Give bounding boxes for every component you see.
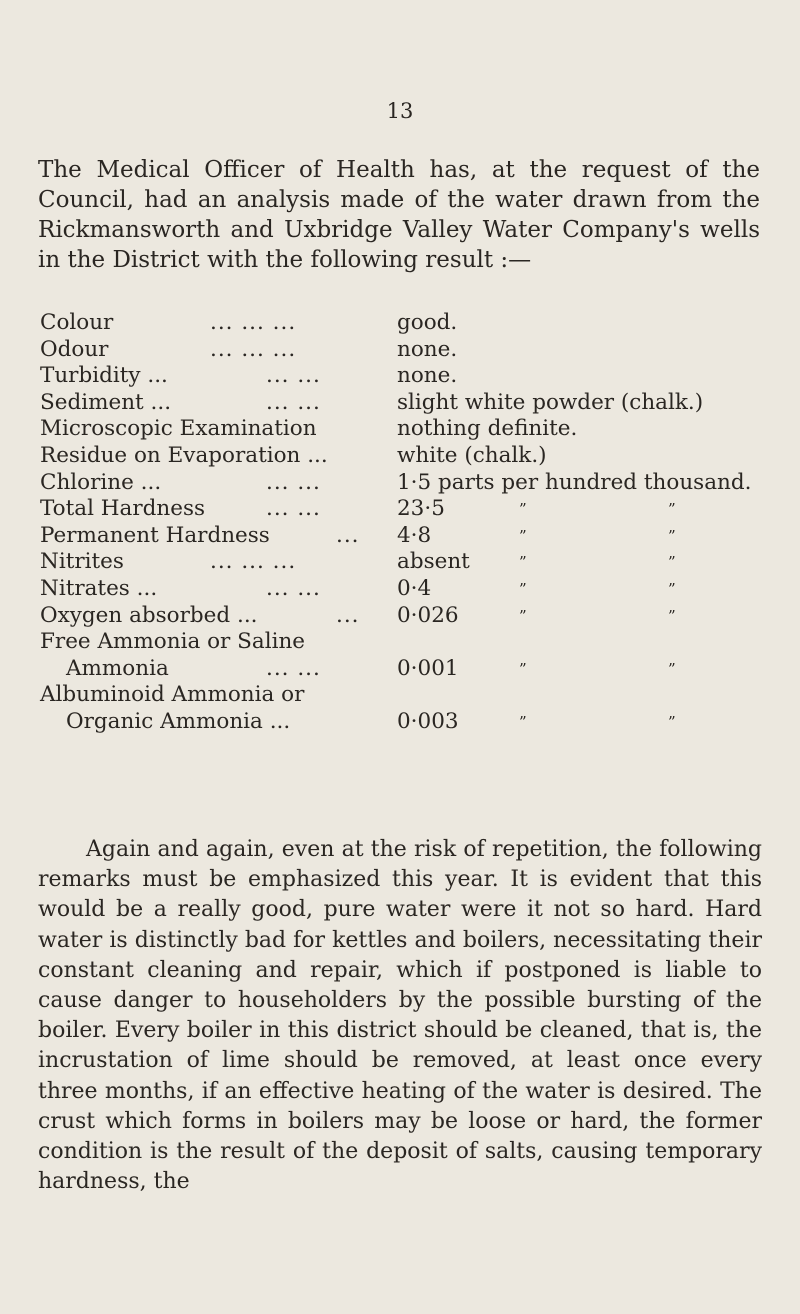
result-label: Nitrates ... [40,575,158,601]
leader-dots: ... ... ... [210,549,297,575]
closing-paragraph: Again and again, even at the risk of repetition, the following remarks must be emphasized this year. It is evident that this would be a really good, pure water were it not so hard. Hard water is distinctly bad for kettles and boilers, necessitating their constant cleaning and repair, which if postponed is liable to cause danger to householders by the possible bursting of the boiler. Every boiler in this district should be cleaned, that is, the incrustation of lime should be removed, at least once every three months, if an effective heating of the water is desired. The crust which forms in boilers may be loose or hard, the former condition is the result of the deposit of salts, causing temporary hardness, the [38,837,762,1195]
leader-dots: ... [336,522,360,548]
leader-dots: ... ... [266,575,321,601]
leader-dots: ... ... [266,655,321,681]
leader-dots: ... ... [266,469,321,495]
result-label: Free Ammonia or Saline [40,629,306,655]
result-label: Sediment ... [40,389,172,415]
result-value: none. [397,363,458,389]
result-value: 4·8 [397,522,432,548]
leader-dots: ... ... [266,363,321,389]
ditto-mark: ” [668,606,676,625]
result-label: Odour [40,336,109,362]
page-number: 13 [386,99,414,123]
result-label: Oxygen absorbed ... [40,602,258,628]
leader-dots: ... ... ... [210,336,297,362]
ditto-mark: ” [519,526,527,545]
result-value: 0·001 [397,655,459,681]
result-row-turbidity [40,363,780,390]
result-row-colour [40,310,780,337]
result-label: Chlorine ... [40,469,162,495]
ditto-mark: ” [668,712,676,731]
leader-dots: ... ... [266,389,321,415]
result-value: white (chalk.) [397,442,547,468]
ditto-mark: ” [668,526,676,545]
result-row-oxygen-absorbed [40,603,780,630]
ditto-mark: ” [668,659,676,678]
result-row-free-ammonia-heading [40,629,780,656]
result-row-sediment [40,390,780,417]
result-value: none. [397,336,458,362]
analysis-results [40,310,780,736]
result-row-nitrites [40,549,780,576]
leader-dots: ... ... [266,496,321,522]
result-label: Residue on Evaporation ... [40,442,328,468]
result-row-microscopic [40,416,780,443]
result-row-chlorine [40,470,780,497]
ditto-mark: ” [668,553,676,572]
result-label: Ammonia [66,655,169,681]
ditto-mark: ” [519,553,527,572]
result-value: nothing definite. [397,416,578,442]
ditto-mark: ” [668,579,676,598]
result-value: good. [397,310,458,335]
result-value: 0·003 [397,708,459,734]
result-value: 0·4 [397,575,432,601]
result-row-total-hardness [40,496,780,523]
result-label: Organic Ammonia ... [66,708,291,734]
ditto-mark: ” [519,579,527,598]
leader-dots: ... [336,602,360,628]
result-value: 1·5 parts per hundred thousand. [397,469,752,495]
ditto-mark: ” [519,712,527,731]
intro-paragraph: The Medical Officer of Health has, at the request of the Council, had an analysis made of the water drawn from the Rickmansworth and Uxbridge Valley Water Company's wells in the District with the following result :— [38,157,760,273]
ditto-mark: ” [519,500,527,519]
result-label: Permanent Hardness [40,522,270,548]
result-value: 0·026 [397,602,459,628]
ditto-mark: ” [519,659,527,678]
result-label: Nitrites [40,549,124,575]
result-row-free-ammonia [40,656,780,683]
result-value: absent [397,549,470,575]
result-row-nitrates [40,576,780,603]
result-label: Microscopic Examination [40,416,317,442]
result-row-permanent-hardness [40,523,780,550]
result-label: Total Hardness [40,496,206,522]
result-label: Turbidity ... [40,363,168,389]
result-value: slight white powder (chalk.) [397,389,704,415]
result-row-residue [40,443,780,470]
leader-dots: ... ... ... [210,310,297,335]
result-label: Colour [40,310,114,335]
result-row-organic-ammonia [40,709,780,736]
result-row-odour [40,337,780,364]
result-label: Albuminoid Ammonia or [40,682,305,708]
result-row-albuminoid-heading [40,682,780,709]
ditto-mark: ” [668,500,676,519]
ditto-mark: ” [519,606,527,625]
result-value: 23·5 [397,496,445,522]
